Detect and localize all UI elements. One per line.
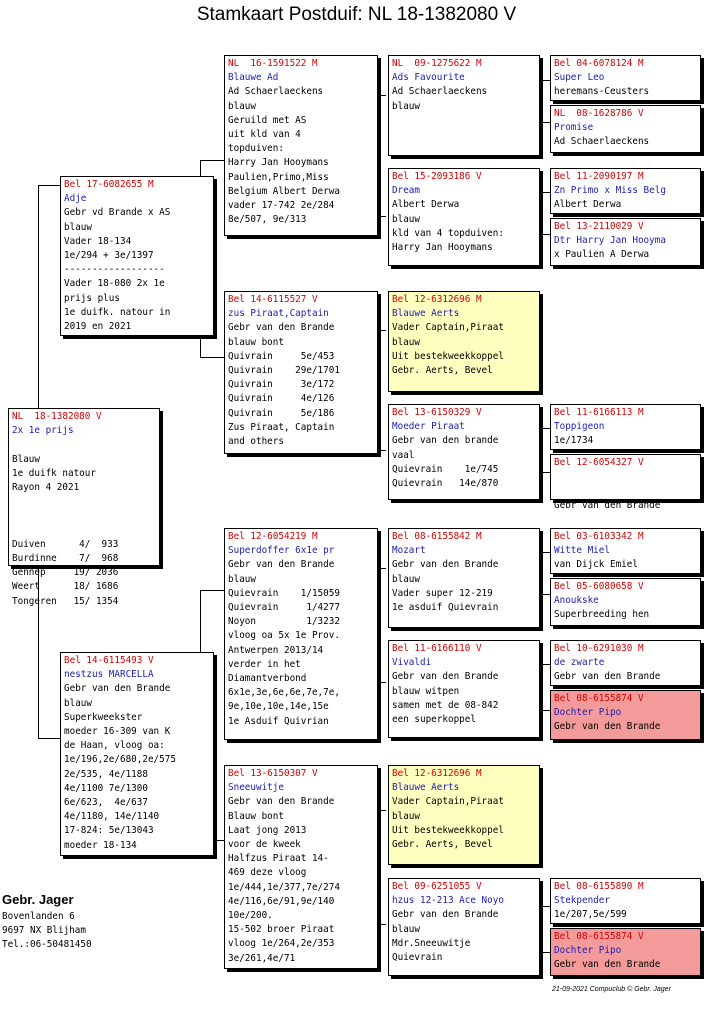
pigeon-name: Mozart bbox=[392, 545, 426, 557]
pigeon-card-dam-sire[interactable] bbox=[224, 528, 378, 740]
connector-line bbox=[540, 952, 550, 953]
pigeon-info-line: kld van 4 topduiven: bbox=[392, 227, 504, 239]
connector-line bbox=[200, 160, 201, 177]
pigeon-card-dsd[interactable] bbox=[388, 640, 540, 738]
pigeon-info-line: Albert Derwa bbox=[392, 199, 460, 211]
pigeon-info-line: blauw bbox=[228, 573, 256, 585]
pigeon-info-line: blauw witpen bbox=[392, 685, 460, 697]
pigeon-info-line: samen met de 08-842 bbox=[392, 699, 499, 711]
pigeon-info-line: 1e/196,2e/680,2e/575 bbox=[64, 754, 176, 766]
pigeon-info-line: blauw bbox=[64, 221, 92, 233]
pigeon-info-line: Vader 18-080 2x 1e bbox=[64, 278, 165, 290]
pigeon-card-g2[interactable] bbox=[550, 105, 701, 153]
ring-number: Bel 09-6251055 V bbox=[392, 881, 482, 892]
connector-line bbox=[200, 590, 224, 591]
pigeon-name: Super Leo bbox=[554, 72, 605, 84]
pigeon-info-line: Rayon 4 2021 bbox=[12, 482, 80, 494]
pigeon-info-line: prijs plus bbox=[64, 292, 120, 304]
pigeon-info-line: Halfzus Piraat 14- bbox=[228, 853, 329, 865]
pigeon-info-line: Quivrain 3e/172 bbox=[228, 379, 335, 391]
connector-line bbox=[540, 664, 550, 665]
pigeon-info-line: Harry Jan Hooymans bbox=[228, 157, 329, 169]
pigeon-info-line: Noyon 1/3232 bbox=[228, 616, 340, 628]
pigeon-name: Blauwe Aerts bbox=[392, 308, 460, 320]
pigeon-info-line: Burdinne 7/ 968 bbox=[12, 553, 119, 565]
pigeon-info-line: Gennep 19/ 2036 bbox=[12, 567, 119, 579]
pigeon-info-line: Quivrain 4e/126 bbox=[228, 393, 335, 405]
pigeon-info-line: blauw bbox=[392, 336, 420, 348]
pigeon-info-line: vloog 1e/264,2e/353 bbox=[228, 938, 335, 950]
ring-number: NL 08-1628786 V bbox=[554, 108, 644, 119]
pigeon-info-line: uit kld van 4 bbox=[228, 129, 301, 141]
pigeon-info-line: Gebr van den Brande bbox=[228, 796, 335, 808]
pigeon-card-g12[interactable] bbox=[550, 690, 701, 740]
ring-number: Bel 13-2110029 V bbox=[554, 221, 644, 232]
pigeon-info-line: Ad Schaerlaeckens bbox=[554, 136, 650, 148]
pigeon-name: Adje bbox=[64, 193, 87, 205]
pigeon-name: Dochter Pipo bbox=[554, 707, 622, 719]
pigeon-info-line bbox=[12, 524, 156, 538]
pigeon-info-line: 1e/444,1e/377,7e/274 bbox=[228, 881, 340, 893]
connector-line bbox=[540, 122, 550, 123]
pigeon-info-line: Superbreeding hen bbox=[554, 609, 650, 621]
pigeon-name bbox=[554, 470, 697, 484]
pigeon-info-line: vader 17-742 2e/284 bbox=[228, 200, 335, 212]
pigeon-info-line: 1e/1734 bbox=[554, 435, 594, 447]
ring-number: NL 18-1382080 V bbox=[12, 411, 102, 422]
pigeon-info-line: Duiven 4/ 933 bbox=[12, 538, 119, 550]
ring-number: Bel 08-6155842 M bbox=[392, 531, 482, 542]
connector-line bbox=[540, 80, 550, 81]
pigeon-name: 2x 1e prijs bbox=[12, 425, 74, 437]
pigeon-name: Witte Miel bbox=[554, 545, 610, 557]
pigeon-info-line: Blauw bbox=[12, 453, 40, 465]
pigeon-info-line: and others bbox=[228, 436, 284, 448]
pigeon-info-line: 6e/623, 4e/637 bbox=[64, 797, 148, 809]
connector-line bbox=[540, 192, 541, 234]
pigeon-info-line: x Paulien A Derwa bbox=[554, 249, 650, 261]
pigeon-card-dam[interactable] bbox=[60, 652, 214, 856]
connector-line bbox=[540, 428, 541, 472]
pigeon-info-line: Vader Captain,Piraat bbox=[392, 322, 504, 334]
pigeon-info-line: Gebr van den Brande bbox=[554, 721, 661, 733]
pigeon-info-line: 10e/200. bbox=[228, 910, 273, 922]
pigeon-info-line: de Haan, vloog oa: bbox=[64, 740, 165, 752]
pigeon-info-line: blauw bbox=[392, 213, 420, 225]
pigeon-info-line: Gebr van den Brande bbox=[392, 671, 499, 683]
pigeon-info-line: 3e/261,4e/71 bbox=[228, 952, 296, 964]
pigeon-info-line: 15-502 broer Piraat bbox=[228, 924, 335, 936]
pigeon-info-line: Gebr van den Brande bbox=[554, 959, 661, 971]
ring-number: Bel 08-6155890 M bbox=[554, 881, 644, 892]
pigeon-info-line: Diamantverbond bbox=[228, 673, 307, 685]
ring-number: Bel 03-6103342 M bbox=[554, 531, 644, 542]
pigeon-info-line: Superkweekster bbox=[64, 711, 143, 723]
pigeon-card-ssd[interactable] bbox=[388, 168, 540, 266]
pigeon-info-line: 2019 en 2021 bbox=[64, 321, 132, 333]
pigeon-info-line: Gebr van den brande bbox=[392, 435, 499, 447]
ring-number: Bel 12-6312696 M bbox=[392, 768, 482, 779]
pigeon-info-line: 9e,10e,10e,14e,15e bbox=[228, 701, 329, 713]
pigeon-info-line: vaal bbox=[392, 449, 415, 461]
pigeon-card-g7[interactable] bbox=[550, 404, 701, 450]
pigeon-info-line: Blauw bont bbox=[228, 810, 284, 822]
pigeon-info-line: Ad Schaerlaeckens bbox=[228, 86, 324, 98]
pigeon-info-line: van Dijck Emiel bbox=[554, 559, 638, 571]
connector-line bbox=[540, 906, 541, 952]
pigeon-name: Moeder Piraat bbox=[392, 421, 465, 433]
pigeon-info-line: 6x1e,3e,6e,6e,7e,7e, bbox=[228, 687, 340, 699]
pigeon-name: Dtr Harry Jan Hooyma bbox=[554, 235, 666, 247]
pigeon-name: Sneeuwitje bbox=[228, 782, 284, 794]
pigeon-name: hzus 12-213 Ace Noyo bbox=[392, 895, 504, 907]
pigeon-info-line: Gebr. Aerts, Bevel bbox=[392, 365, 493, 377]
pigeon-name: Promise bbox=[554, 122, 594, 134]
pigeon-info-line: Quivrain 29e/1701 bbox=[228, 365, 340, 377]
pigeon-info-line: 1e/294 + 3e/1397 bbox=[64, 250, 154, 262]
pigeon-info-line: 469 deze vloog bbox=[228, 867, 307, 879]
owner-street: Bovenlanden 6 bbox=[2, 911, 75, 922]
pigeon-info-line: heremans-Ceusters bbox=[554, 86, 650, 98]
pigeon-card-sire-dam[interactable] bbox=[224, 291, 378, 454]
pigeon-name: zus Piraat,Captain bbox=[228, 308, 329, 320]
pigeon-info-line: Quievrain 1/15059 bbox=[228, 587, 340, 599]
pigeon-name: Blauwe Ad bbox=[228, 72, 279, 84]
pigeon-card-g15[interactable] bbox=[550, 878, 701, 924]
pigeon-info-line: 1e duifk natour bbox=[12, 467, 96, 479]
pigeon-info-line: vloog oa 5x 1e Prov. bbox=[228, 630, 340, 642]
connector-line bbox=[540, 710, 550, 711]
ring-number: Bel 17-6082655 M bbox=[64, 179, 154, 190]
pigeon-info-line: Uit bestekweekkoppel bbox=[392, 350, 504, 362]
pigeon-info-line: Gebr vd Brande x AS bbox=[64, 207, 171, 219]
pigeon-info-line: Gebr van den Brande bbox=[228, 559, 335, 571]
pigeon-info-line: Laat jong 2013 bbox=[228, 824, 307, 836]
owner-block bbox=[2, 890, 92, 953]
ring-number: Bel 05-6080658 V bbox=[554, 581, 644, 592]
pigeon-info-line: blauw bbox=[228, 100, 256, 112]
pigeon-name: Anoukske bbox=[554, 595, 599, 607]
pigeon-name: Toppigeon bbox=[554, 421, 605, 433]
pigeon-info-line: 4e/1100 7e/1300 bbox=[64, 782, 148, 794]
pigeon-info-line: Gebr van den Brande bbox=[554, 499, 661, 511]
pigeon-name: nestzus MARCELLA bbox=[64, 669, 154, 681]
pigeon-info-line: moeder 16-309 van K bbox=[64, 726, 171, 738]
pigeon-name: Dream bbox=[392, 185, 420, 197]
pigeon-card-sdd[interactable] bbox=[388, 404, 540, 500]
pigeon-info-line: Quievrain bbox=[392, 952, 443, 964]
ring-number: Bel 04-6078124 M bbox=[554, 58, 644, 69]
connector-line bbox=[540, 906, 550, 907]
pigeon-card-g11[interactable] bbox=[550, 640, 701, 686]
pigeon-name: de zwarte bbox=[554, 657, 605, 669]
pigeon-card-g16[interactable] bbox=[550, 928, 701, 976]
ring-number: Bel 15-2093186 V bbox=[392, 171, 482, 182]
pigeon-info-line: moeder 18-134 bbox=[64, 839, 137, 851]
pigeon-info-line: topduiven: bbox=[228, 143, 284, 155]
pigeon-card-ddd[interactable] bbox=[388, 878, 540, 976]
pigeon-card-dds[interactable] bbox=[388, 765, 540, 865]
pigeon-info-line: Quievrain 1/4277 bbox=[228, 602, 340, 614]
pigeon-info-line: blauw bbox=[392, 573, 420, 585]
pigeon-info-line: Gebr van den Brande bbox=[554, 671, 661, 683]
ring-number: Bel 14-6115527 V bbox=[228, 294, 318, 305]
pigeon-info-line: Gebr van den Brande bbox=[392, 909, 499, 921]
pigeon-info-line: blauw bbox=[392, 923, 420, 935]
pigeon-info-line: Tongeren 15/ 1354 bbox=[12, 595, 119, 607]
connector-line bbox=[540, 552, 541, 594]
connector-line bbox=[540, 234, 550, 235]
pigeon-info-line: Harry Jan Hooymans bbox=[392, 242, 493, 254]
pigeon-card-dam-dam[interactable] bbox=[224, 765, 378, 969]
pigeon-info-line: Gebr. Aerts, Bevel bbox=[392, 839, 493, 851]
pigeon-info-line: 1e asduif Quievrain bbox=[392, 602, 499, 614]
pigeon-info-line bbox=[12, 509, 156, 523]
pigeon-info-line: Geruild met AS bbox=[228, 114, 307, 126]
pigeon-name: Dochter Pipo bbox=[554, 945, 622, 957]
ring-number: Bel 08-6155874 V bbox=[554, 693, 644, 704]
ring-number: Bel 11-6166110 V bbox=[392, 643, 482, 654]
pigeon-info-line: een superkoppel bbox=[392, 714, 476, 726]
pigeon-info-line bbox=[12, 495, 156, 509]
pigeon-info-line: 4e/116,6e/91,9e/140 bbox=[228, 895, 335, 907]
pigeon-info-line: Gebr van den Brande bbox=[392, 559, 499, 571]
pigeon-card-sire-sire[interactable] bbox=[224, 55, 378, 236]
pigeon-card-g8[interactable] bbox=[550, 454, 701, 511]
pigeon-name: Superdoffer 6x1e pr bbox=[228, 545, 335, 557]
pigeon-info-line: voor de kweek bbox=[228, 839, 301, 851]
pigeon-info-line: 1e/207,5e/599 bbox=[554, 909, 627, 921]
pigeon-info-line: Antwerpen 2013/14 bbox=[228, 644, 324, 656]
owner-name: Gebr. Jager bbox=[2, 892, 74, 907]
connector-line bbox=[540, 664, 541, 710]
pigeon-info-line: ------------------ bbox=[64, 264, 165, 276]
pigeon-info-line bbox=[12, 438, 156, 452]
page-title: Stamkaart Postduif: NL 18-1382080 V bbox=[196, 4, 517, 25]
connector-line bbox=[540, 80, 541, 122]
pigeon-info-line bbox=[554, 484, 697, 498]
ring-number: Bel 11-2090197 M bbox=[554, 171, 644, 182]
pigeon-card-g4[interactable] bbox=[550, 218, 701, 266]
pigeon-card-subject[interactable] bbox=[8, 408, 160, 607]
pigeon-info-line: Quievrain 1e/745 bbox=[392, 463, 499, 475]
owner-phone: Tel.:06-50481450 bbox=[2, 939, 92, 951]
pigeon-info-line: Quievrain 14e/870 bbox=[392, 478, 499, 490]
pigeon-info-line: Gebr van den Brande bbox=[64, 683, 171, 695]
pigeon-card-g1[interactable] bbox=[550, 55, 701, 101]
pigeon-card-sds[interactable] bbox=[388, 291, 540, 392]
pigeon-info-line: 2e/535, 4e/1188 bbox=[64, 768, 148, 780]
pigeon-info-line: Quivrain 5e/186 bbox=[228, 407, 335, 419]
pigeon-info-line: Ad Schaerlaeckens bbox=[392, 86, 488, 98]
pigeon-name: Blauwe Aerts bbox=[392, 782, 460, 794]
pigeon-info-line: Weert 18/ 1686 bbox=[12, 581, 119, 593]
pigeon-name: Vivaldi bbox=[392, 657, 432, 669]
pigeon-info-line: Albert Derwa bbox=[554, 199, 622, 211]
ring-number: Bel 14-6115493 V bbox=[64, 655, 154, 666]
ring-number: Bel 11-6166113 M bbox=[554, 407, 644, 418]
connector-line bbox=[200, 357, 224, 358]
connector-line bbox=[540, 472, 550, 473]
pigeon-card-sire[interactable] bbox=[60, 176, 214, 336]
connector-line bbox=[200, 160, 224, 161]
ring-number: Bel 12-6054327 V bbox=[554, 457, 644, 468]
connector-line bbox=[540, 428, 550, 429]
ring-number: NL 16-1591522 M bbox=[228, 58, 318, 69]
pigeon-info-line: blauw bbox=[392, 100, 420, 112]
pigeon-info-line: Quivrain 5e/453 bbox=[228, 350, 335, 362]
pigeon-info-line: blauw bbox=[392, 810, 420, 822]
pigeon-info-line: Paulien,Primo,Miss bbox=[228, 171, 329, 183]
connector-line bbox=[38, 185, 60, 186]
ring-number: Bel 08-6155874 V bbox=[554, 931, 644, 942]
pigeon-info-line: 8e/507, 9e/313 bbox=[228, 214, 307, 226]
pigeon-info-line: Vader 18-134 bbox=[64, 235, 132, 247]
ring-number: Bel 13-6150307 V bbox=[228, 768, 318, 779]
pigeon-info-line: 1e duifk. natour in bbox=[64, 306, 171, 318]
pigeon-info-line: Belgium Albert Derwa bbox=[228, 185, 340, 197]
pigeon-card-sss[interactable] bbox=[388, 55, 540, 156]
pigeon-name: Zn Primo x Miss Belg bbox=[554, 185, 666, 197]
pigeon-info-line: Zus Piraat, Captain bbox=[228, 421, 335, 433]
ring-number: Bel 12-6312696 M bbox=[392, 294, 482, 305]
connector-line bbox=[540, 594, 550, 595]
pigeon-info-line: Vader super 12-219 bbox=[392, 587, 493, 599]
pigeon-card-g10[interactable] bbox=[550, 578, 701, 626]
pigeon-info-line: 4e/1180, 14e/1140 bbox=[64, 811, 160, 823]
pigeon-card-g9[interactable] bbox=[550, 528, 701, 574]
footer-credit: 21-09-2021 Compuclub © Gebr. Jager bbox=[552, 986, 671, 993]
pigeon-info-line: Mdr.Sneeuwitje bbox=[392, 937, 471, 949]
pigeon-info-line: blauw bbox=[64, 697, 92, 709]
pigeon-card-dss[interactable] bbox=[388, 528, 540, 628]
owner-city: 9697 NX Blijham bbox=[2, 925, 86, 937]
connector-line bbox=[540, 552, 550, 553]
pigeon-info-line: Vader Captain,Piraat bbox=[392, 796, 504, 808]
pigeon-info-line: Uit bestekweekkoppel bbox=[392, 824, 504, 836]
connector-line bbox=[38, 185, 39, 411]
ring-number: NL 09-1275622 M bbox=[392, 58, 482, 69]
pigeon-info-line: Gebr van den Brande bbox=[228, 322, 335, 334]
ring-number: Bel 13-6150329 V bbox=[392, 407, 482, 418]
pigeon-info-line: blauw bont bbox=[228, 336, 284, 348]
pigeon-info-line: 1e Asduif Quivrian bbox=[228, 715, 329, 727]
pigeon-info-line: 17-824: 5e/13043 bbox=[64, 825, 154, 837]
connector-line bbox=[200, 590, 201, 652]
connector-line bbox=[38, 738, 60, 739]
ring-number: Bel 10-6291030 M bbox=[554, 643, 644, 654]
pigeon-name: Stekpender bbox=[554, 895, 610, 907]
connector-line bbox=[540, 192, 550, 193]
pigeon-name: Ads Favourite bbox=[392, 72, 465, 84]
ring-number: Bel 12-6054219 M bbox=[228, 531, 318, 542]
pigeon-info-line: verder in het bbox=[228, 658, 301, 670]
pigeon-card-g3[interactable] bbox=[550, 168, 701, 214]
